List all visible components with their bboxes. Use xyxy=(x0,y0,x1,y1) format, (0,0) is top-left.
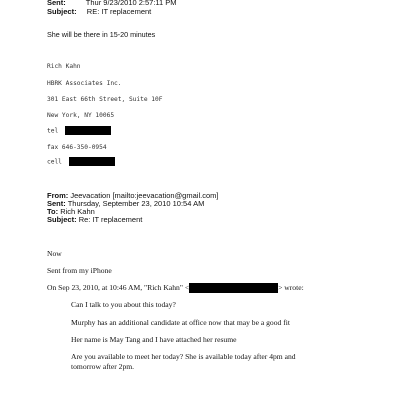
quoted-from-value: Jeevacation [mailto:jeevacation@gmail.com] xyxy=(70,191,219,200)
inner-paragraph-3: Her name is May Tang and I have attached her resume xyxy=(71,335,237,344)
signature-address: 301 East 66th Street, Suite 10F xyxy=(47,96,163,103)
signature-tel xyxy=(47,126,111,135)
quoted-from-label: From: xyxy=(47,191,69,200)
quoted-sent-label: Sent: xyxy=(47,199,66,208)
quoted-subject-value: Re: IT replacement xyxy=(78,215,143,224)
reply-sent-label: Sent: xyxy=(47,0,66,7)
inner-paragraph-1: Can I talk to you about this today? xyxy=(71,300,176,309)
signature-city: New York, NY 10065 xyxy=(47,112,115,119)
reply-subject-label: Subject: xyxy=(47,7,77,16)
reply-sent-row xyxy=(47,0,177,7)
redaction-bar xyxy=(65,126,111,135)
quoted-line-sent-from: Sent from my iPhone xyxy=(47,266,112,275)
signature-cell-label: cell xyxy=(47,158,62,166)
redaction-bar xyxy=(189,283,278,293)
signature-tel-label: tel xyxy=(47,127,59,135)
quoted-wrote-suffix: > wrote: xyxy=(278,283,304,292)
inner-paragraph-4-line-1: Are you available to meet her today? She is available today after 4pm and xyxy=(71,352,296,361)
quoted-subject-row xyxy=(47,215,142,224)
signature-company: HBRK Associates Inc. xyxy=(47,80,122,87)
inner-paragraph-4-line-2: tomorrow after 2pm. xyxy=(71,362,135,371)
reply-sent-value: Thur 9/23/2010 2:57:11 PM xyxy=(85,0,177,7)
quoted-wrote-prefix: On Sep 23, 2010, at 10:46 AM, "Rich Kahn" < xyxy=(47,283,190,292)
quoted-wrote-line xyxy=(47,283,304,293)
redaction-bar xyxy=(69,157,115,166)
reply-subject-row xyxy=(47,7,151,16)
quoted-line-now: Now xyxy=(47,249,62,258)
signature-fax: fax 646-350-0954 xyxy=(47,144,107,151)
reply-subject-value: RE: IT replacement xyxy=(86,7,152,16)
reply-body: She will be there in 15-20 minutes xyxy=(47,30,156,39)
quoted-to-value: Rich Kahn xyxy=(60,207,95,216)
quoted-subject-label: Subject: xyxy=(47,215,77,224)
quoted-sent-value: Thursday, September 23, 2010 10:54 AM xyxy=(67,199,205,208)
signature-cell xyxy=(47,157,115,166)
signature-name: Rich Kahn xyxy=(47,63,81,70)
quoted-to-label: To: xyxy=(47,207,59,216)
inner-paragraph-2: Murphy has an additional candidate at office now that may be a good fit xyxy=(71,318,290,327)
